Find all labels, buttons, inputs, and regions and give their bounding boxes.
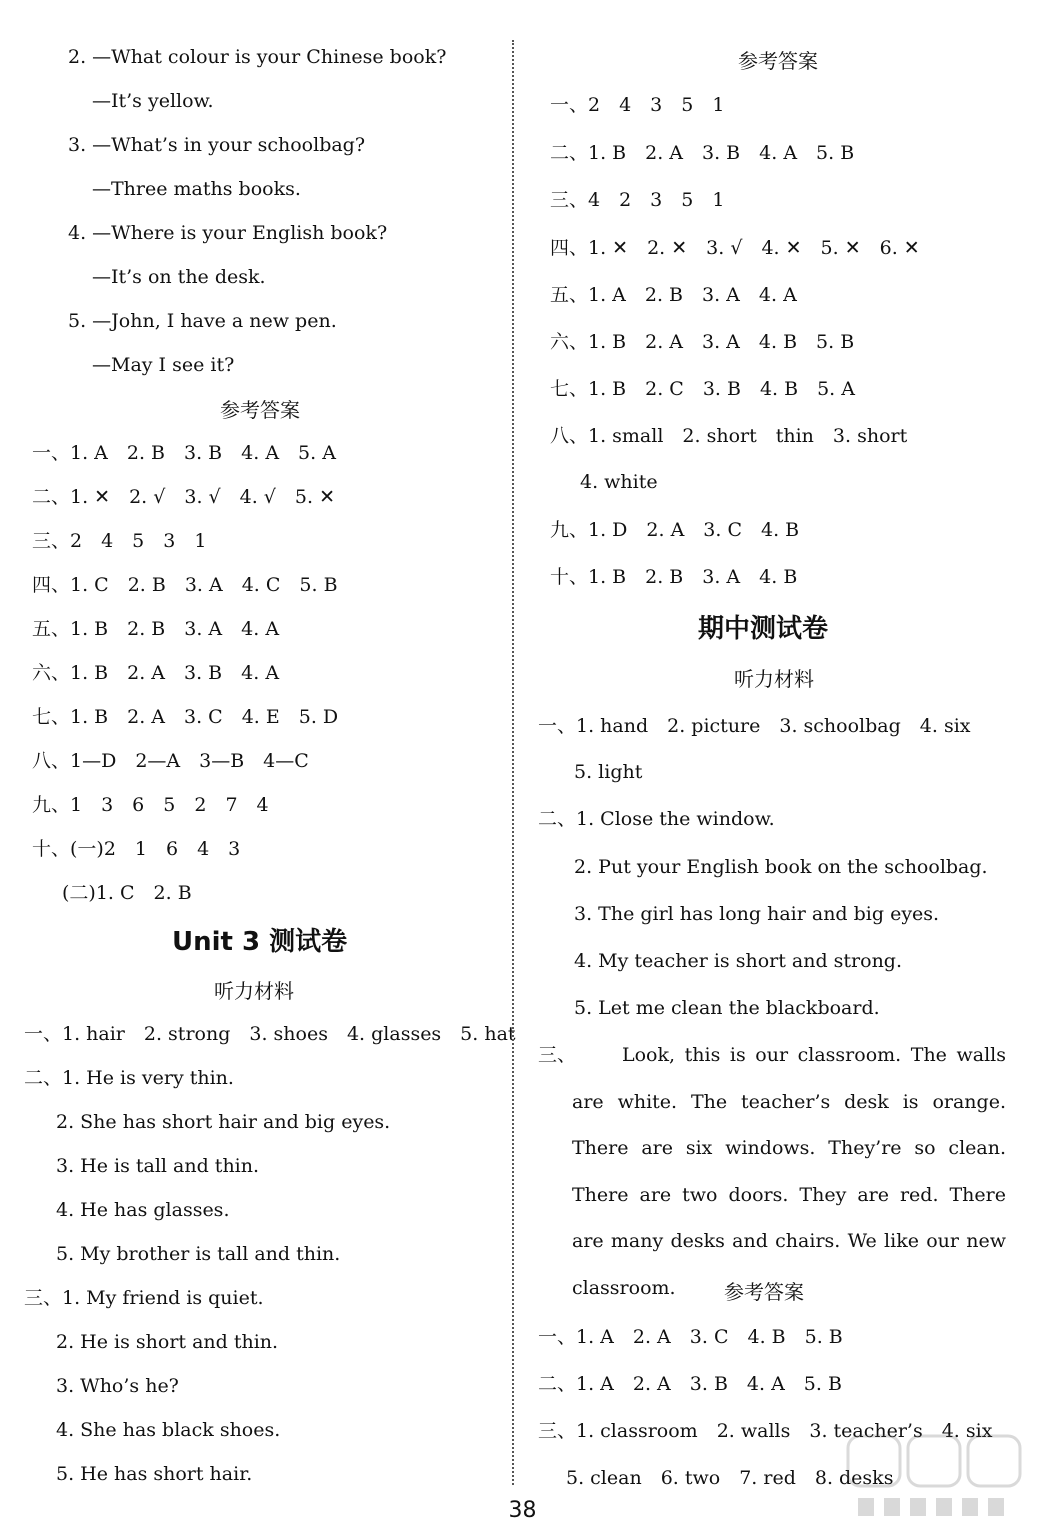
answer-line: 十、1. B 2. B 3. A 4. B [550, 566, 798, 588]
listening-line: —Three maths books. [92, 178, 301, 200]
answer-line: 三、1. classroom 2. walls 3. teacher’s 4. six [538, 1420, 993, 1442]
answers-heading: 参考答案 [724, 1280, 804, 1304]
listening-line: 2. He is short and thin. [56, 1331, 279, 1353]
listening-line: 一、1. hand 2. picture 3. schoolbag 4. six [538, 715, 971, 737]
answer-line: 一、1. A 2. B 3. B 4. A 5. A [32, 442, 336, 464]
listening-line: 5. He has short hair. [56, 1463, 253, 1485]
answer-line: 4. white [580, 471, 658, 493]
answer-line: 三、2 4 5 3 1 [32, 530, 207, 552]
listening-line: 3. —What’s in your schoolbag? [68, 134, 366, 156]
column-divider [512, 40, 514, 1485]
listening-line: 三、1. My friend is quiet. [24, 1287, 264, 1309]
answer-line: 二、1. A 2. A 3. B 4. A 5. B [538, 1373, 842, 1395]
listening-line: 一、1. hair 2. strong 3. shoes 4. glasses 5. hat [24, 1023, 516, 1045]
answers-heading: 参考答案 [738, 49, 818, 73]
passage-text: Look, this is our classroom. The walls are white. The teacher’s desk is orange. There are six windows. They’re so clean. There are two doors. They are red. There are many desks and chairs. We like our new classroom. [572, 1044, 1006, 1299]
listening-heading: 听力材料 [214, 979, 294, 1003]
listening-line: 5. —John, I have a new pen. [68, 310, 337, 332]
listening-line: 4. My teacher is short and strong. [574, 950, 903, 972]
listening-line: 2. She has short hair and big eyes. [56, 1111, 391, 1133]
answer-line: 一、1. A 2. A 3. C 4. B 5. B [538, 1326, 843, 1348]
listening-line: 二、1. He is very thin. [24, 1067, 234, 1089]
answers-heading: 参考答案 [220, 398, 300, 422]
listening-line: 4. —Where is your English book? [68, 222, 388, 244]
answer-line: (二)1. C 2. B [62, 882, 192, 904]
passage-label: 三、 [538, 1044, 577, 1066]
answer-line: 七、1. B 2. C 3. B 4. B 5. A [550, 378, 855, 400]
listening-line: 5. Let me clean the blackboard. [574, 997, 880, 1019]
answer-line: 三、4 2 3 5 1 [550, 189, 725, 211]
listening-line: 3. Who’s he? [56, 1375, 179, 1397]
answer-line: 二、1. ✕ 2. √ 3. √ 4. √ 5. ✕ [32, 486, 335, 508]
answer-line: 七、1. B 2. A 3. C 4. E 5. D [32, 706, 339, 728]
answer-line: 二、1. B 2. A 3. B 4. A 5. B [550, 142, 855, 164]
answer-line: 六、1. B 2. A 3. A 4. B 5. B [550, 331, 855, 353]
listening-line: 3. The girl has long hair and big eyes. [574, 903, 940, 925]
answer-line: 四、1. ✕ 2. ✕ 3. √ 4. ✕ 5. ✕ 6. ✕ [550, 237, 920, 259]
answer-line: 一、2 4 3 5 1 [550, 94, 725, 116]
listening-line: —It’s on the desk. [92, 266, 266, 288]
listening-line: 4. She has black shoes. [56, 1419, 281, 1441]
watermark-logo [840, 1428, 1035, 1528]
listening-heading: 听力材料 [734, 667, 814, 691]
listening-line: —May I see it? [92, 354, 235, 376]
answer-line: 八、1—D 2—A 3—B 4—C [32, 750, 309, 772]
listening-line: 2. Put your English book on the schoolbag. [574, 856, 988, 878]
answer-line: 五、1. B 2. B 3. A 4. A [32, 618, 280, 640]
midterm-title: 期中测试卷 [698, 614, 829, 644]
page-number: 38 [508, 1498, 537, 1523]
answer-line: 八、1. small 2. short thin 3. short [550, 425, 908, 447]
listening-line: 3. He is tall and thin. [56, 1155, 260, 1177]
answer-line: 九、1 3 6 5 2 7 4 [32, 794, 269, 816]
unit3-title: Unit 3 测试卷 [172, 927, 348, 957]
listening-line: 4. He has glasses. [56, 1199, 230, 1221]
listening-line: 2. —What colour is your Chinese book? [68, 46, 447, 68]
listening-line: 5. My brother is tall and thin. [56, 1243, 341, 1265]
listening-line: 5. light [574, 761, 643, 783]
answer-line: 九、1. D 2. A 3. C 4. B [550, 519, 800, 541]
answer-line: 十、(一)2 1 6 4 3 [32, 838, 241, 860]
listening-line: 二、1. Close the window. [538, 808, 775, 830]
answer-line: 六、1. B 2. A 3. B 4. A [32, 662, 280, 684]
answer-line: 五、1. A 2. B 3. A 4. A [550, 284, 797, 306]
listening-line: —It’s yellow. [92, 90, 214, 112]
answer-line: 四、1. C 2. B 3. A 4. C 5. B [32, 574, 338, 596]
answer-line: 5. clean 6. two 7. red 8. desks [566, 1467, 894, 1489]
